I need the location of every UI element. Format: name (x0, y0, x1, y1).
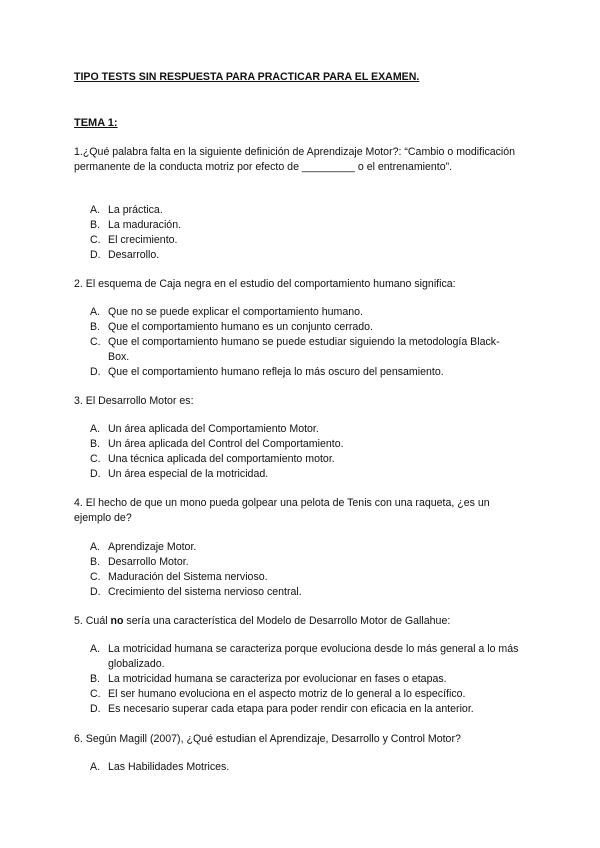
option-item: C. El crecimiento. (90, 234, 178, 246)
option-item: A. Un área aplicada del Comportamiento Motor. (90, 423, 319, 435)
question-3-options (90, 422, 520, 482)
option-item: A. Las Habilidades Motrices. (90, 761, 230, 773)
question-3-text: 3. El Desarrollo Motor es: (74, 395, 194, 407)
option-item: D. Desarrollo. (90, 249, 160, 261)
option-item: D. Que el comportamiento humano refleja lo más oscuro del pensamiento. (90, 366, 444, 378)
question-2-text: 2. El esquema de Caja negra en el estudio del comportamiento humano significa: (74, 278, 456, 290)
question-5-options (90, 642, 520, 717)
document-title: TIPO TESTS SIN RESPUESTA PARA PRACTICAR PARA EL EXAMEN. (74, 71, 420, 83)
option-item: C. Que el comportamiento humano se puede estudiar siguiendo la metodología Black-Box. (90, 336, 500, 363)
option-item: B. Desarrollo Motor. (90, 556, 189, 568)
question-4-options (90, 540, 520, 600)
option-item: A. Que no se puede explicar el comportamiento humano. (90, 306, 363, 318)
option-item: C. El ser humano evoluciona en el aspecto motriz de lo general a lo específico. (90, 688, 466, 700)
option-item: B. Que el comportamiento humano es un conjunto cerrado. (90, 321, 373, 333)
option-item: A. La motricidad humana se caracteriza porque evoluciona desde lo más general a lo más globalizado. (90, 643, 519, 670)
option-item: A. La práctica. (90, 204, 163, 216)
option-item: D. Crecimiento del sistema nervioso central. (90, 586, 302, 598)
question-4-text: 4. El hecho de que un mono pueda golpear una pelota de Tenis con una raqueta, ¿es un ejemplo de? (74, 497, 490, 524)
option-item: C. Maduración del Sistema nervioso. (90, 571, 268, 583)
question-1-options (90, 203, 520, 263)
option-item: A. Aprendizaje Motor. (90, 541, 197, 553)
question-6-text: 6. Según Magill (2007), ¿Qué estudian el Aprendizaje, Desarrollo y Control Motor? (74, 733, 461, 745)
option-item: B. La motricidad humana se caracteriza por evolucionar en fases o etapas. (90, 673, 447, 685)
question-2-options (90, 305, 520, 380)
question-5-text: 5. Cuál no sería una característica del Modelo de Desarrollo Motor de Gallahue: (74, 615, 451, 627)
option-item: B. Un área aplicada del Control del Comportamiento. (90, 438, 344, 450)
option-item: C. Una técnica aplicada del comportamiento motor. (90, 453, 335, 465)
option-item: D. Es necesario superar cada etapa para poder rendir con eficacia en la anterior. (90, 703, 474, 715)
section-heading: TEMA 1: (74, 117, 118, 129)
question-6-options (90, 760, 520, 775)
question-1-text: 1.¿Qué palabra falta en la siguiente definición de Aprendizaje Motor?: “Cambio o modificación permanente de la conducta motriz por efecto de _________ o el entrenamiento”. (74, 146, 516, 173)
option-item: B. La maduración. (90, 219, 182, 231)
option-item: D. Un área especial de la motricidad. (90, 468, 269, 480)
